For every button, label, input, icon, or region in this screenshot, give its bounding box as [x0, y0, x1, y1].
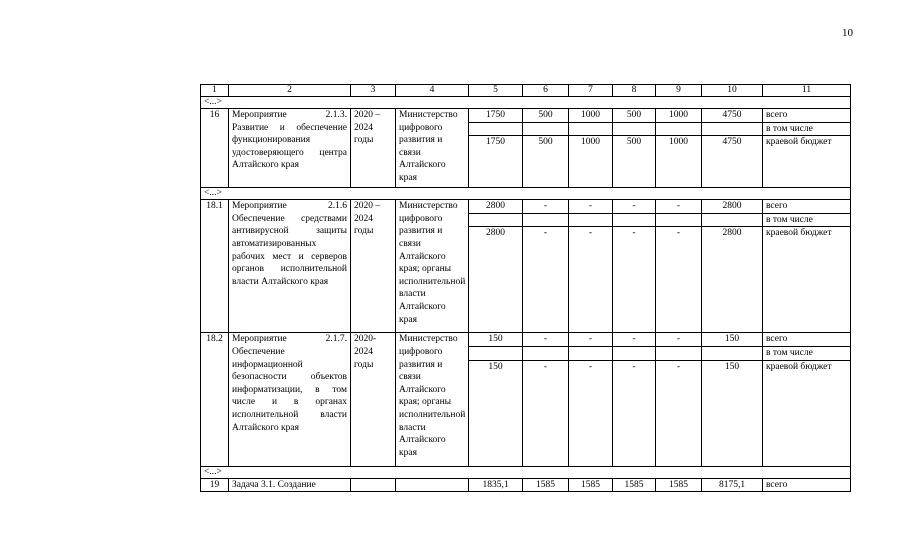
row-title: Мероприятие 2.1.6 Обеспечение средствами антивирусной защиты автоматизированных рабочих мест и серверов органов исполнительной власти Алтайского края [229, 200, 351, 333]
row-executor: Министерство цифрового развития и связи Алтайского края; органы исполнительной власти Алтайского края [396, 333, 469, 466]
source-cell: всего [763, 109, 851, 123]
value-cell: - [656, 227, 702, 333]
header-cell: 1 [201, 85, 229, 97]
value-cell [702, 213, 763, 227]
value-cell: - [569, 333, 613, 347]
row-executor: Министерство цифрового развития и связи Алтайского края; органы исполнительной власти Алтайского края [396, 200, 469, 333]
value-cell [523, 122, 569, 136]
value-cell [656, 122, 702, 136]
header-cell: 2 [229, 85, 351, 97]
value-cell: 150 [702, 360, 763, 466]
ellipsis-row [201, 188, 851, 200]
header-cell: 7 [569, 85, 613, 97]
table-row [201, 109, 851, 123]
source-cell: краевой бюджет [763, 136, 851, 188]
row-title: Мероприятие 2.1.3. Развитие и обеспечение функционирования удостоверяющего центра Алтайского края [229, 109, 351, 188]
value-cell [569, 346, 613, 360]
value-cell: - [569, 360, 613, 466]
value-cell [523, 346, 569, 360]
value-cell [469, 213, 523, 227]
value-cell: 1585 [523, 478, 569, 492]
value-cell [523, 213, 569, 227]
value-cell: 2800 [469, 200, 523, 214]
value-cell: - [523, 200, 569, 214]
value-cell [702, 346, 763, 360]
value-cell: 8175,1 [702, 478, 763, 492]
header-cell: 11 [763, 85, 851, 97]
value-cell [656, 213, 702, 227]
value-cell: - [523, 227, 569, 333]
value-cell: - [656, 360, 702, 466]
row-period [351, 478, 396, 492]
value-cell: 150 [469, 333, 523, 347]
value-cell [469, 346, 523, 360]
table-row [201, 478, 851, 492]
value-cell [469, 122, 523, 136]
row-period: 2020 – 2024 годы [351, 109, 396, 188]
value-cell: 1585 [656, 478, 702, 492]
value-cell: - [569, 200, 613, 214]
value-cell: 1000 [569, 136, 613, 188]
header-cell: 6 [523, 85, 569, 97]
header-cell: 4 [396, 85, 469, 97]
header-cell: 5 [469, 85, 523, 97]
source-cell: всего [763, 478, 851, 492]
value-cell [569, 122, 613, 136]
value-cell: 500 [523, 136, 569, 188]
value-cell: - [656, 333, 702, 347]
value-cell: 1750 [469, 109, 523, 123]
ellipsis-cell: <...> [201, 188, 851, 200]
source-cell: в том числе [763, 213, 851, 227]
value-cell [613, 122, 656, 136]
header-row [201, 85, 851, 97]
value-cell: 4750 [702, 136, 763, 188]
source-cell: в том числе [763, 122, 851, 136]
value-cell [613, 346, 656, 360]
row-number: 18.1 [201, 200, 229, 333]
value-cell: - [613, 227, 656, 333]
value-cell: 2800 [702, 227, 763, 333]
value-cell: - [656, 200, 702, 214]
value-cell: 1000 [656, 109, 702, 123]
value-cell: 4750 [702, 109, 763, 123]
row-number: 18.2 [201, 333, 229, 466]
value-cell: - [523, 360, 569, 466]
header-cell: 9 [656, 85, 702, 97]
value-cell: 150 [702, 333, 763, 347]
header-cell: 10 [702, 85, 763, 97]
row-executor: Министерство цифрового развития и связи Алтайского края [396, 109, 469, 188]
row-executor [396, 478, 469, 492]
value-cell: 2800 [702, 200, 763, 214]
value-cell: 2800 [469, 227, 523, 333]
value-cell: - [569, 227, 613, 333]
source-cell: краевой бюджет [763, 360, 851, 466]
row-period: 2020- 2024 годы [351, 333, 396, 466]
row-period: 2020 – 2024 годы [351, 200, 396, 333]
value-cell: 1000 [569, 109, 613, 123]
value-cell: 1750 [469, 136, 523, 188]
value-cell [569, 213, 613, 227]
table-row [201, 333, 851, 347]
value-cell: 500 [613, 109, 656, 123]
value-cell: 500 [613, 136, 656, 188]
value-cell [702, 122, 763, 136]
value-cell: 1835,1 [469, 478, 523, 492]
row-number: 19 [201, 478, 229, 492]
ellipsis-cell: <...> [201, 97, 851, 109]
table-row [201, 200, 851, 214]
value-cell: - [613, 333, 656, 347]
value-cell: 1585 [569, 478, 613, 492]
value-cell: - [523, 333, 569, 347]
source-cell: всего [763, 333, 851, 347]
header-cell: 8 [613, 85, 656, 97]
value-cell: - [613, 200, 656, 214]
program-table [200, 84, 851, 492]
value-cell: 500 [523, 109, 569, 123]
ellipsis-row [201, 466, 851, 478]
page-number: 10 [842, 27, 853, 39]
ellipsis-row [201, 97, 851, 109]
row-title: Задача 3.1. Создание [229, 478, 351, 492]
row-number: 16 [201, 109, 229, 188]
ellipsis-cell: <...> [201, 466, 851, 478]
header-cell: 3 [351, 85, 396, 97]
value-cell [656, 346, 702, 360]
value-cell: - [613, 360, 656, 466]
value-cell: 1000 [656, 136, 702, 188]
source-cell: краевой бюджет [763, 227, 851, 333]
source-cell: всего [763, 200, 851, 214]
value-cell: 150 [469, 360, 523, 466]
row-title: Мероприятие 2.1.7. Обеспечение информационной безопасности объектов информатизации, в том числе и в органах исполнительной власти Алтайского края [229, 333, 351, 466]
value-cell: 1585 [613, 478, 656, 492]
source-cell: в том числе [763, 346, 851, 360]
value-cell [613, 213, 656, 227]
